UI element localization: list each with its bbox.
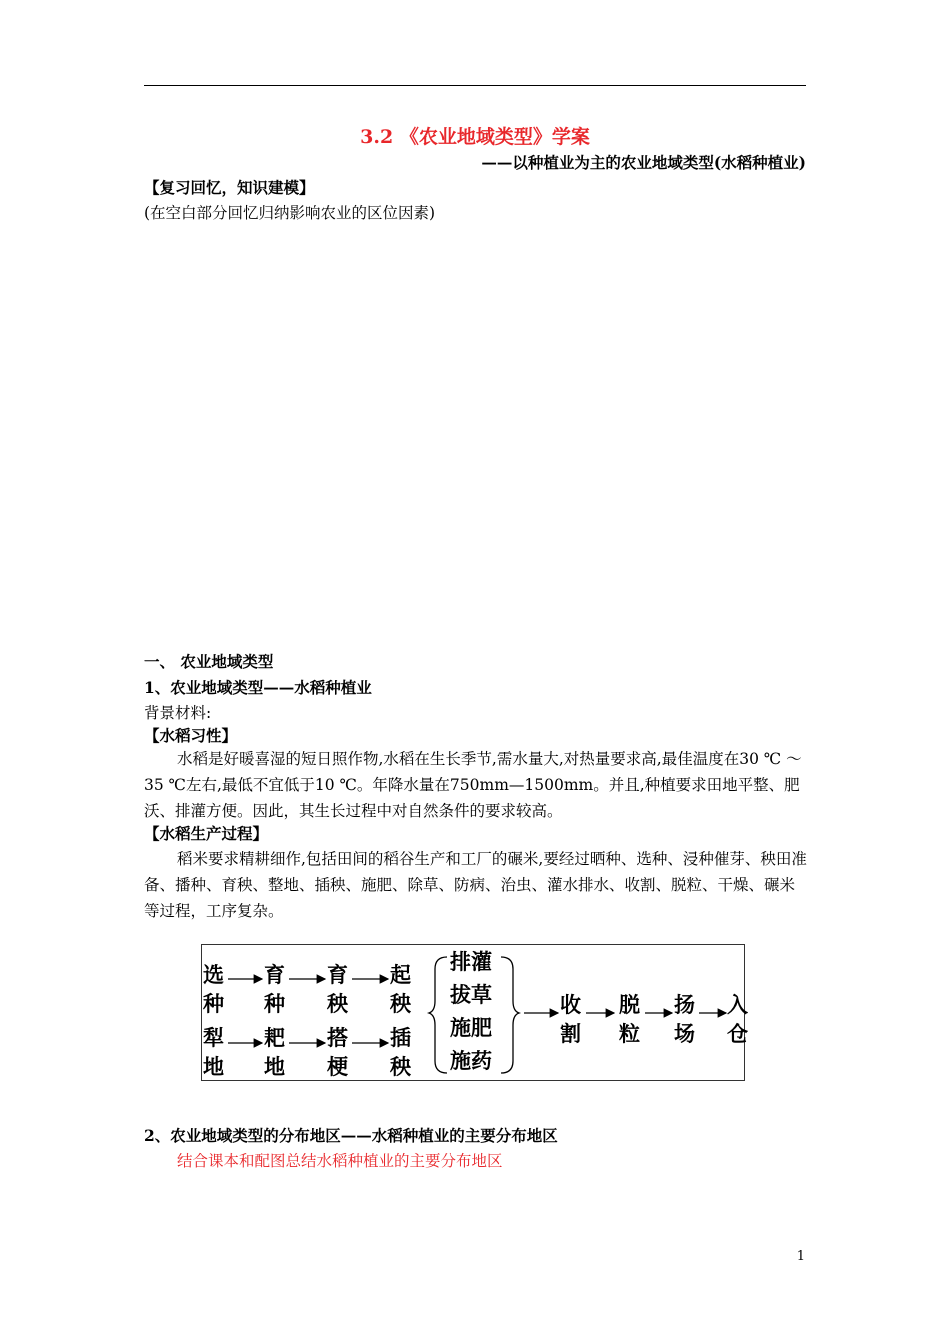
process-heading: 【水稻生产过程】: [144, 824, 269, 843]
step-lidi-top: 犁: [203, 1026, 224, 1050]
brace-item-shiyao: 施药: [450, 1049, 492, 1073]
review-instruction: (在空白部分回忆归纳影响农业的区位因素): [144, 204, 436, 222]
habit-paragraph: 水稻是好暖喜湿的短日照作物,水稻在生长季节,需水量大,对热量要求高,最佳温度在30 ℃ ～35 ℃左右,最低不宜低于10 ℃。年降水量在750mm—1500mm。并且,种植要求田地平整、肥沃、排灌方便。因此，其生长过程中对自然条件的要求较高。: [144, 750, 802, 820]
step-padi-bottom: 地: [264, 1055, 285, 1079]
step-chayang-bottom: 秧: [390, 1055, 411, 1079]
step-yuyang-bottom: 秧: [327, 992, 348, 1016]
step-xuanzhong-bottom: 种: [203, 992, 224, 1016]
section1-heading: 一、 农业地域类型: [144, 652, 274, 671]
habit-heading: 【水稻习性】: [144, 726, 238, 745]
step-rucang-top: 入: [727, 993, 748, 1017]
header-rule: [144, 85, 806, 86]
step-lidi-bottom: 地: [203, 1055, 224, 1079]
section1-sub1: 1、农业地域类型——水稻种植业: [144, 678, 372, 697]
brace-item-shifei: 施肥: [450, 1016, 492, 1040]
step-shouge-bottom: 割: [560, 1022, 581, 1046]
background-label: 背景材料:: [144, 704, 212, 722]
section2-task: 结合课本和配图总结水稻种植业的主要分布地区: [177, 1152, 503, 1170]
step-dageng-top: 搭: [327, 1026, 348, 1050]
step-qiyang-bottom: 秧: [390, 992, 411, 1016]
step-yangchang-bottom: 场: [674, 1022, 695, 1046]
review-heading: 【复习回忆，知识建模】: [144, 178, 315, 197]
step-rucang-bottom: 仓: [727, 1022, 748, 1046]
right-brace: [501, 957, 519, 1073]
step-qiyang-top: 起: [390, 963, 411, 987]
step-chayang-top: 插: [390, 1026, 411, 1050]
step-padi-top: 耙: [264, 1026, 285, 1050]
step-shouge-top: 收: [560, 993, 581, 1017]
step-yuyang-top: 育: [327, 963, 348, 987]
process-paragraph: 稻米要求精耕细作,包括田间的稻谷生产和工厂的碾米,要经过晒种、选种、浸种催芽、秧田准备、播种、育秧、整地、插秧、施肥、除草、防病、治虫、灌水排水、收割、脱粒、干燥、碾米等过程，工序复杂。: [144, 850, 807, 920]
brace-item-paiguan: 排灌: [450, 950, 492, 974]
step-yuzhong-bottom: 种: [264, 992, 285, 1016]
step-tuoli-bottom: 粒: [619, 1022, 640, 1046]
page-subtitle: ——以种植业为主的农业地域类型(水稻种植业): [481, 153, 806, 172]
rice-production-flowchart: [201, 944, 748, 1081]
section2-heading: 2、农业地域类型的分布地区——水稻种植业的主要分布地区: [144, 1126, 558, 1145]
step-yuzhong-top: 育: [264, 963, 285, 987]
page-number: 1: [796, 1249, 805, 1264]
page-title: 3.2 《农业地域类型》学案: [360, 126, 590, 148]
left-brace: [429, 957, 447, 1073]
step-xuanzhong-top: 选: [203, 963, 224, 987]
step-tuoli-top: 脱: [619, 993, 640, 1017]
brace-item-bacao: 拔草: [450, 983, 492, 1007]
step-dageng-bottom: 梗: [327, 1055, 348, 1079]
step-yangchang-top: 扬: [674, 993, 695, 1017]
